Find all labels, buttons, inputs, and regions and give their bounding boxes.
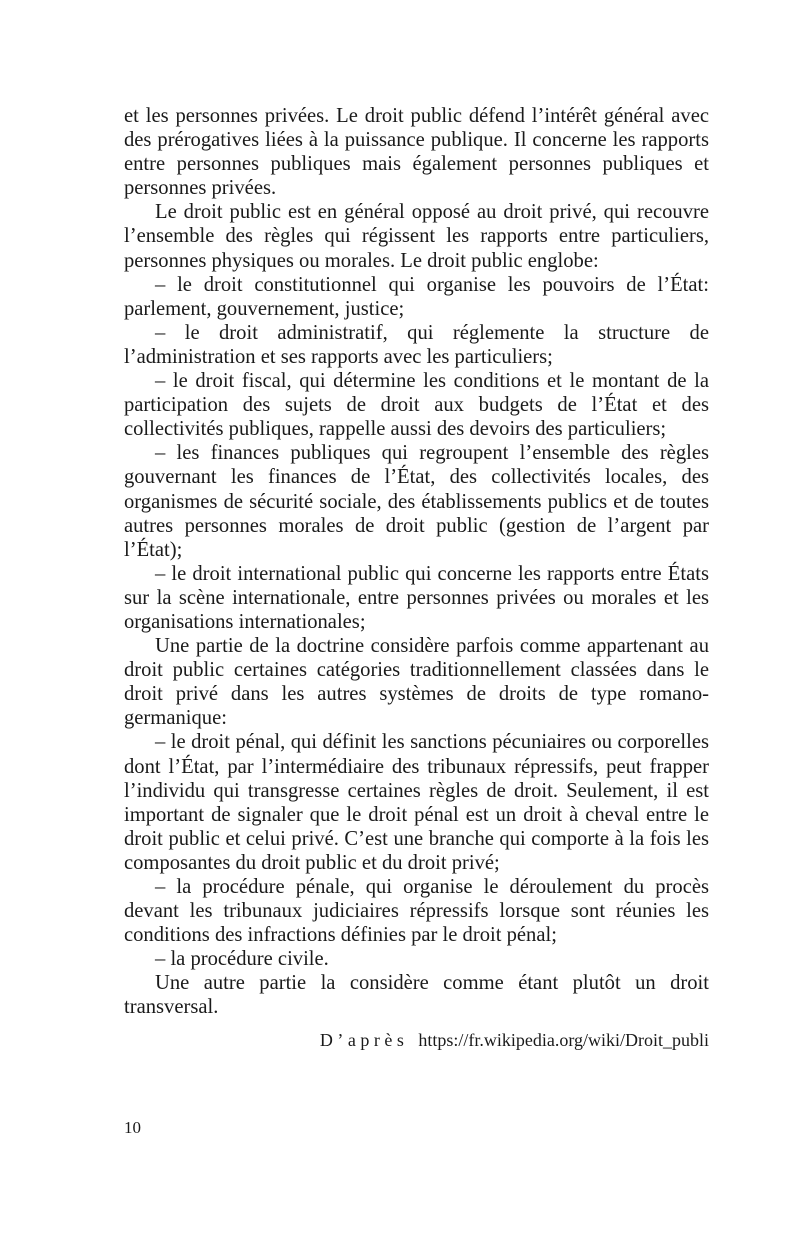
list-item-constitutional-law: – le droit constitutionnel qui organise les pouvoirs de l’État: parlement, gouvernement, justice;	[124, 273, 709, 320]
paragraph-1: et les personnes privées. Le droit public défend l’intérêt général avec des prérogatives liées à la puissance publique. Il concerne les rapports entre personnes publiques mais également personnes publiques et personnes privées.	[124, 105, 709, 200]
list-item-criminal-procedure: – la procédure pénale, qui organise le déroulement du procès devant les tribunaux judiciaires répressifs lorsque sont réunies les conditions des infractions définies par le droit pénal;	[124, 876, 709, 947]
source-prefix: D’après	[319, 1029, 409, 1050]
list-item-civil-procedure: – la procédure civile.	[155, 948, 329, 971]
list-item-administrative-law: – le droit administratif, qui réglemente la structure de l’administration et ses rapports avec les particuliers;	[124, 321, 709, 368]
paragraph-transversal: Une autre partie la considère comme étant plutôt un droit transversal.	[124, 972, 709, 1019]
paragraph-doctrine: Une partie de la doctrine considère parfois comme appartenant au droit public certaines catégories traditionnellement classées dans le droit privé dans les autres systèmes de droits de type romano-germanique:	[124, 635, 709, 730]
list-item-criminal-law: – le droit pénal, qui définit les sanctions pécuniaires ou corporelles dont l’État, par l’intermédiaire des tribunaux répressifs, peut frapper l’individu qui transgresse certaines règles de droit. Seulement, il est important de signaler que le droit pénal est un droit à cheval entre le droit public et celui privé. C’est une branche qui comporte à la fois les composantes du droit public et du droit privé;	[124, 731, 709, 874]
list-item-international-public-law: – le droit international public qui concerne les rapports entre États sur la scène internationale, entre personnes privées ou morales et les organisations internationales;	[124, 562, 709, 633]
body-text	[124, 104, 709, 1052]
list-item-public-finance: – les finances publiques qui regroupent l’ensemble des règles gouvernant les finances de l’État, des collectivités locales, des organismes de sécurité sociale, des établissements publics et de toutes autres personnes morales de droit public (gestion de l’argent par l’État);	[124, 442, 709, 561]
list-item-tax-law: – le droit fiscal, qui détermine les conditions et le montant de la participation des sujets de droit aux budgets de l’État et des collectivités publiques, rappelle aussi des devoirs des particuliers;	[124, 370, 709, 441]
source-url: https://fr.wikipedia.org/wiki/Droit_publi	[418, 1029, 709, 1050]
source-citation	[124, 1028, 709, 1052]
paragraph-2: Le droit public est en général opposé au droit privé, qui recouvre l’ensemble des règles qui régissent les rapports entre particuliers, personnes physiques ou morales. Le droit public englobe:	[124, 201, 709, 272]
page-number: 10	[124, 1118, 141, 1137]
